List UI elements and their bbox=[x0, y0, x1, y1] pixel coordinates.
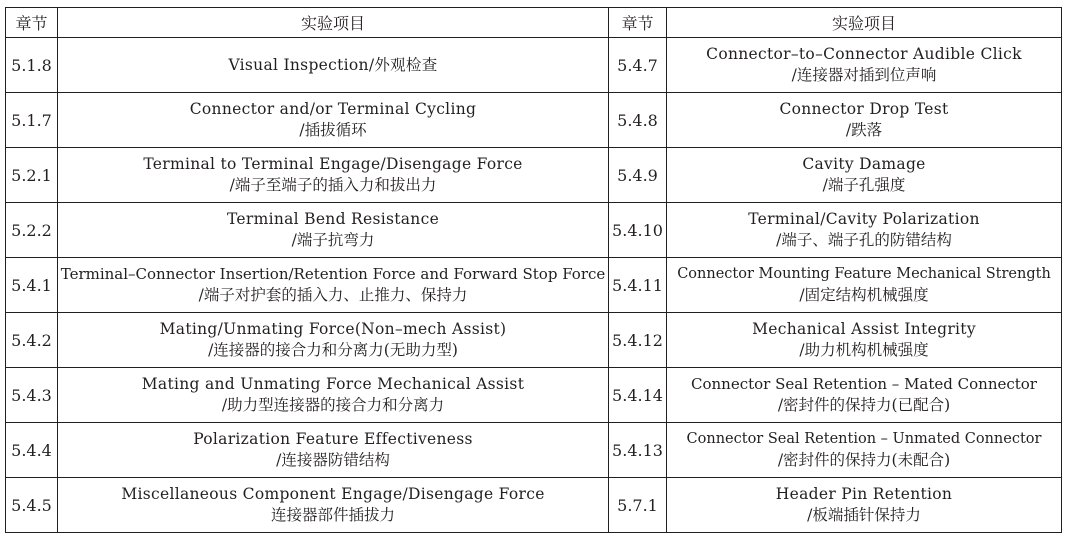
test-item-chinese: /端子孔强度 bbox=[822, 176, 906, 194]
table-row bbox=[6, 313, 1062, 368]
header-item-right: 实验项目 bbox=[667, 8, 1062, 38]
test-item-english: Connector–to–Connector Audible Click bbox=[706, 45, 1022, 63]
table-row bbox=[6, 203, 1062, 258]
section-cell: 5.4.8 bbox=[609, 93, 667, 148]
header-section-right: 章节 bbox=[609, 8, 667, 38]
table-row bbox=[6, 423, 1062, 478]
test-item-chinese: /助力机构机械强度 bbox=[799, 341, 929, 359]
section-cell: 5.4.12 bbox=[609, 313, 667, 368]
header-item-left: 实验项目 bbox=[58, 8, 609, 38]
test-item-cell bbox=[667, 38, 1062, 93]
test-item-chinese: /板端插针保持力 bbox=[807, 506, 921, 524]
section-cell: 5.4.1 bbox=[6, 258, 58, 313]
test-item-english: Mating and Unmating Force Mechanical Assist bbox=[141, 375, 525, 393]
table-row bbox=[6, 478, 1062, 533]
test-item-chinese: /连接器的接合力和分离力(无助力型) bbox=[208, 341, 458, 359]
table-row bbox=[6, 258, 1062, 313]
test-item-english: Connector Mounting Feature Mechanical Strength bbox=[677, 266, 1051, 282]
test-items-table bbox=[5, 7, 1062, 533]
table-row bbox=[6, 148, 1062, 203]
test-item-chinese: /助力型连接器的接合力和分离力 bbox=[221, 396, 445, 414]
test-item-english: Terminal to Terminal Engage/Disengage Force bbox=[143, 155, 523, 173]
test-item-english: Terminal Bend Resistance bbox=[226, 210, 440, 228]
test-item-chinese: /密封件的保持力(未配合) bbox=[777, 451, 951, 469]
section-cell: 5.4.9 bbox=[609, 148, 667, 203]
test-item-cell bbox=[667, 368, 1062, 423]
section-cell: 5.2.2 bbox=[6, 203, 58, 258]
test-item-cell bbox=[667, 313, 1062, 368]
test-item-english: Header Pin Retention bbox=[775, 485, 953, 503]
test-item-cell bbox=[58, 313, 609, 368]
test-item-english: Cavity Damage bbox=[802, 155, 926, 173]
test-item-cell bbox=[58, 148, 609, 203]
test-item-english: Polarization Feature Effectiveness bbox=[193, 430, 473, 448]
test-item-cell bbox=[58, 38, 609, 93]
table-header-row bbox=[6, 8, 1062, 38]
test-item-chinese: 连接器部件插拔力 bbox=[270, 506, 395, 524]
test-item-chinese: /固定结构机械强度 bbox=[799, 286, 929, 304]
section-cell: 5.4.3 bbox=[6, 368, 58, 423]
test-item-cell bbox=[667, 148, 1062, 203]
test-item-english: Mechanical Assist Integrity bbox=[752, 320, 976, 338]
test-item-english: Connector and/or Terminal Cycling bbox=[189, 100, 477, 118]
test-item-chinese: /端子至端子的插入力和拔出力 bbox=[229, 176, 437, 194]
section-cell: 5.4.7 bbox=[609, 38, 667, 93]
section-cell: 5.4.13 bbox=[609, 423, 667, 478]
test-item-english: Terminal/Cavity Polarization bbox=[748, 210, 980, 228]
test-item-cell bbox=[58, 478, 609, 533]
test-item-cell bbox=[667, 478, 1062, 533]
test-item-cell bbox=[58, 368, 609, 423]
section-cell: 5.7.1 bbox=[609, 478, 667, 533]
test-item-cell bbox=[58, 423, 609, 478]
test-item-cell bbox=[667, 93, 1062, 148]
test-item-english: Miscellaneous Component Engage/Disengage Force bbox=[121, 485, 545, 503]
test-item-cell bbox=[667, 423, 1062, 478]
test-item-cell bbox=[667, 203, 1062, 258]
test-item-chinese: /插拔循环 bbox=[299, 121, 367, 139]
table-row bbox=[6, 38, 1062, 93]
test-item-chinese: /端子抗弯力 bbox=[291, 231, 375, 249]
test-item-chinese: /密封件的保持力(已配合) bbox=[777, 396, 951, 414]
section-cell: 5.4.2 bbox=[6, 313, 58, 368]
section-cell: 5.4.14 bbox=[609, 368, 667, 423]
section-cell: 5.4.5 bbox=[6, 478, 58, 533]
section-cell: 5.2.1 bbox=[6, 148, 58, 203]
test-item-english: Mating/Unmating Force(Non–mech Assist) bbox=[159, 320, 507, 338]
section-cell: 5.4.10 bbox=[609, 203, 667, 258]
test-item-chinese: /跌落 bbox=[845, 121, 883, 139]
table-row bbox=[6, 368, 1062, 423]
table-row bbox=[6, 93, 1062, 148]
test-item-english: Terminal–Connector Insertion/Retention Force and Forward Stop Force bbox=[60, 265, 606, 283]
test-item-english: Connector Drop Test bbox=[779, 100, 949, 118]
header-section-left: 章节 bbox=[6, 8, 58, 38]
test-item-chinese: /连接器对插到位声响 bbox=[791, 66, 937, 84]
test-item-cell bbox=[58, 93, 609, 148]
test-item-english: Connector Seal Retention – Unmated Connector bbox=[686, 431, 1042, 447]
test-item-english: Connector Seal Retention – Mated Connector bbox=[691, 375, 1037, 393]
section-cell: 5.4.11 bbox=[609, 258, 667, 313]
test-item-cell bbox=[667, 258, 1062, 313]
test-item-cell bbox=[58, 258, 609, 313]
test-item-cell bbox=[58, 203, 609, 258]
test-item-chinese: /端子对护套的插入力、止推力、保持力 bbox=[198, 286, 468, 304]
section-cell: 5.1.7 bbox=[6, 93, 58, 148]
section-cell: 5.4.4 bbox=[6, 423, 58, 478]
section-cell: 5.1.8 bbox=[6, 38, 58, 93]
test-item-chinese: /连接器防错结构 bbox=[276, 451, 390, 469]
test-item-english: Visual Inspection/外观检查 bbox=[228, 55, 438, 74]
test-item-chinese: /端子、端子孔的防错结构 bbox=[776, 231, 952, 249]
test-items-table-container bbox=[5, 7, 1061, 533]
